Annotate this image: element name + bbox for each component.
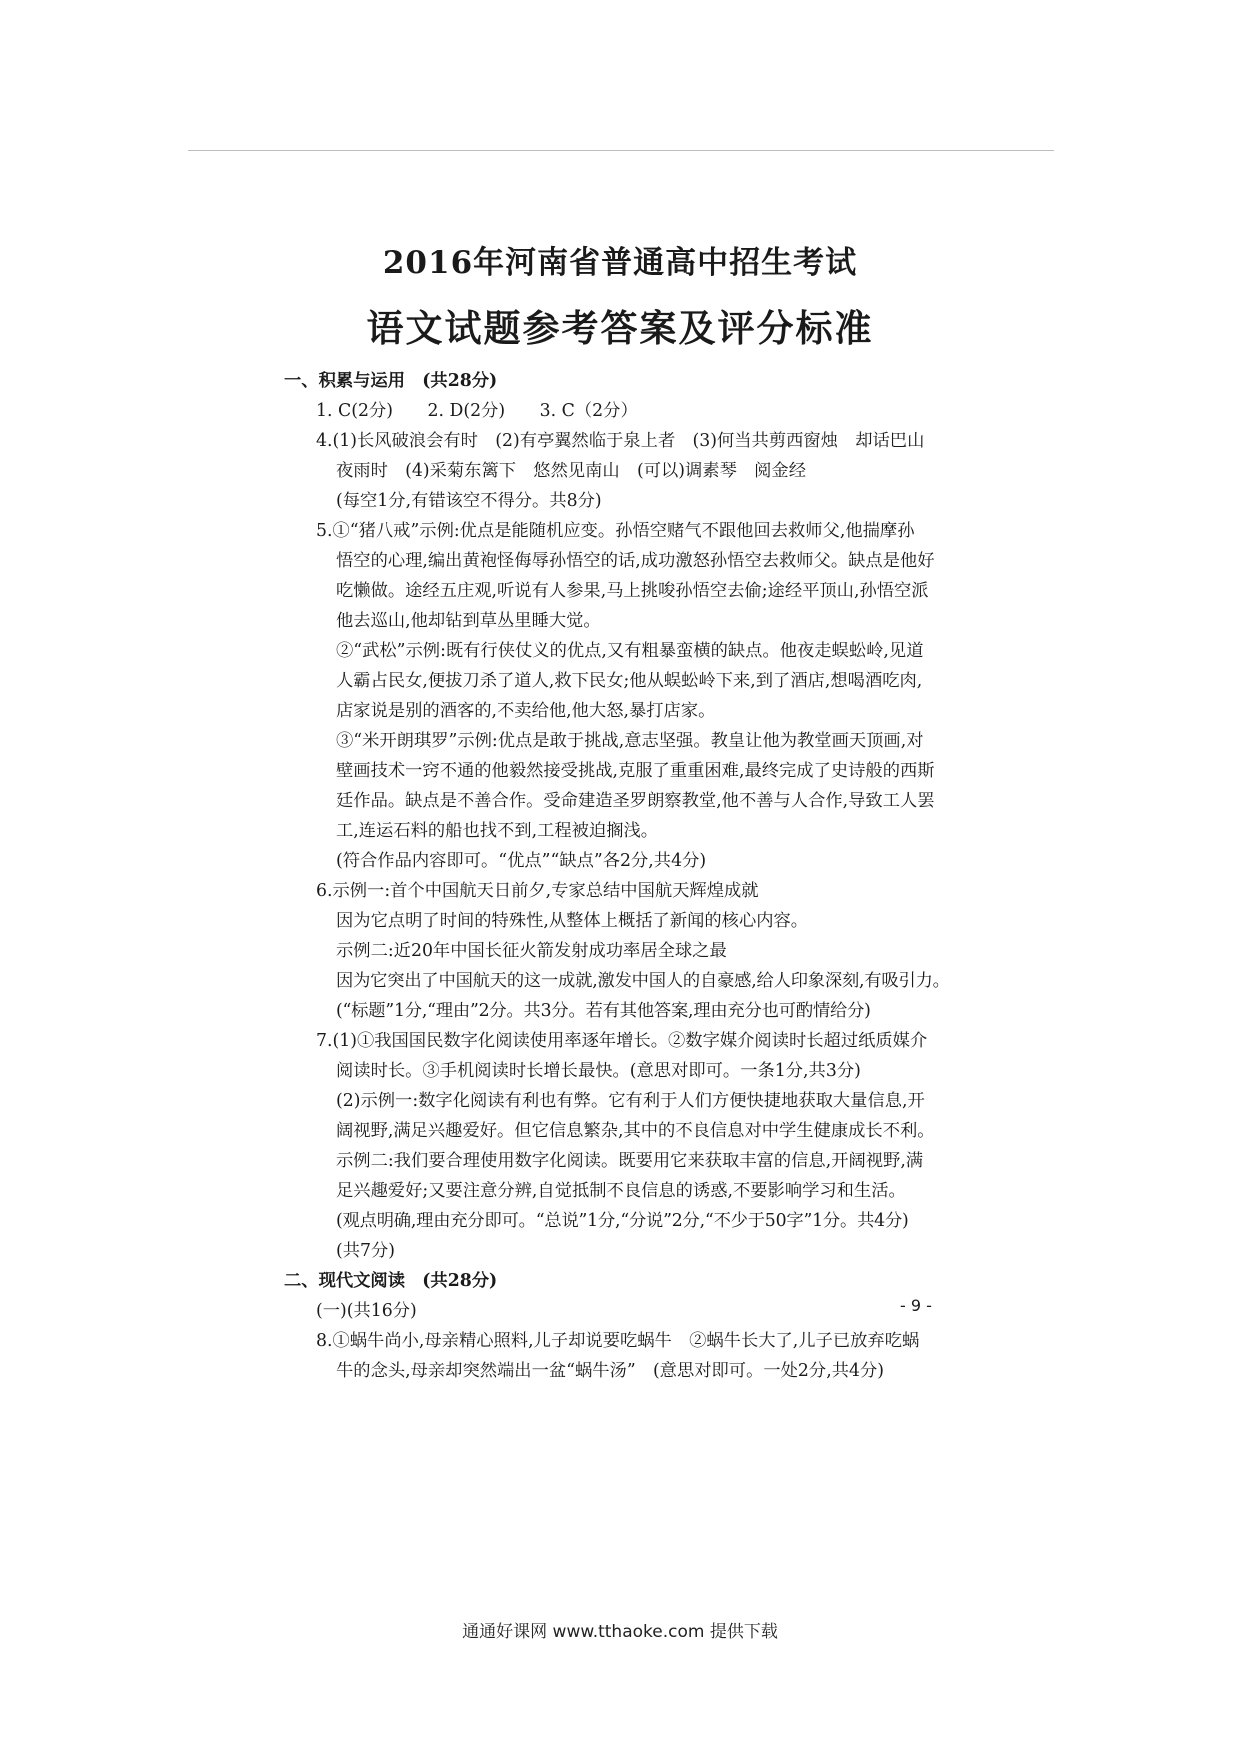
page-number: - 9 - <box>900 1296 932 1315</box>
answer-line: 阔视野,满足兴趣爱好。但它信息繁杂,其中的不良信息对中学生健康成长不利。 <box>336 1121 935 1141</box>
answer-line: 6.示例一:首个中国航天日前夕,专家总结中国航天辉煌成就 <box>316 881 759 901</box>
answer-line: 7.(1)①我国国民数字化阅读使用率逐年增长。②数字媒介阅读时长超过纸质媒介 <box>316 1031 928 1051</box>
answer-line: 他去巡山,他却钻到草丛里睡大觉。 <box>336 611 601 631</box>
answer-line: 足兴趣爱好;又要注意分辨,自觉抵制不良信息的诱惑,不要影响学习和生活。 <box>336 1181 906 1201</box>
answer-line: 壁画技术一窍不通的他毅然接受挑战,克服了重重困难,最终完成了史诗般的西斯 <box>336 761 935 781</box>
answer-line: 悟空的心理,编出黄袍怪侮辱孙悟空的话,成功激怒孙悟空去救师父。缺点是他好 <box>336 551 935 571</box>
answer-line: 8.①蜗牛尚小,母亲精心照料,儿子却说要吃蜗牛 ②蜗牛长大了,儿子已放弃吃蜗 <box>316 1331 920 1351</box>
answer-line: 因为它突出了中国航天的这一成就,激发中国人的自豪感,给人印象深刻,有吸引力。 <box>336 971 950 991</box>
footer-credit: 通通好课网 www.tthaoke.com 提供下载 <box>462 1622 778 1642</box>
answer-line: 4.(1)长风破浪会有时 (2)有亭翼然临于泉上者 (3)何当共剪西窗烛 却话巴山 <box>316 431 925 451</box>
scoring-note: (共7分) <box>336 1241 396 1261</box>
answer-line: (2)示例一:数字化阅读有利也有弊。它有利于人们方便快捷地获取大量信息,开 <box>336 1091 925 1111</box>
answer-line: 5.①“猪八戒”示例:优点是能随机应变。孙悟空赌气不跟他回去救师父,他揣摩孙 <box>316 521 915 541</box>
answer-line: 人霸占民女,便拔刀杀了道人,救下民女;他从蜈蚣岭下来,到了酒店,想喝酒吃肉, <box>336 671 923 691</box>
subsection-heading: (一)(共16分) <box>316 1301 417 1321</box>
answer-line: 店家说是别的酒客的,不卖给他,他大怒,暴打店家。 <box>336 701 716 721</box>
answer-line: ②“武松”示例:既有行侠仗义的优点,又有粗暴蛮横的缺点。他夜走蜈蚣岭,见道 <box>336 641 924 661</box>
answer-line: ③“米开朗琪罗”示例:优点是敢于挑战,意志坚强。教皇让他为教堂画天顶画,对 <box>336 731 924 751</box>
section-heading: 二、现代文阅读 (共28分) <box>284 1271 498 1291</box>
page-title: 2016年河南省普通高中招生考试 <box>382 245 858 281</box>
answer-line: 示例二:近20年中国长征火箭发射成功率居全球之最 <box>336 941 727 961</box>
answer-line: 工,连运石料的船也找不到,工程被迫搁浅。 <box>336 821 659 841</box>
scoring-note: (每空1分,有错该空不得分。共8分) <box>336 491 602 511</box>
answer-line: 1. C(2分) 2. D(2分) 3. C（2分） <box>316 401 638 421</box>
scoring-note: (符合作品内容即可。“优点”“缺点”各2分,共4分) <box>336 851 707 871</box>
section-heading: 一、积累与运用 (共28分) <box>284 371 498 391</box>
scoring-note: (“标题”1分,“理由”2分。共3分。若有其他答案,理由充分也可酌情给分) <box>336 1001 871 1021</box>
answer-line: 示例二:我们要合理使用数字化阅读。既要用它来获取丰富的信息,开阔视野,满 <box>336 1151 924 1171</box>
page-subtitle: 语文试题参考答案及评分标准 <box>366 306 874 350</box>
answer-line: 牛的念头,母亲却突然端出一盆“蜗牛汤” (意思对即可。一处2分,共4分) <box>336 1361 885 1381</box>
answer-line: 夜雨时 (4)采菊东篱下 悠然见南山 (可以)调素琴 阅金经 <box>336 461 806 481</box>
top-divider <box>188 150 1054 151</box>
answer-line: 廷作品。缺点是不善合作。受命建造圣罗朗察教堂,他不善与人合作,导致工人罢 <box>336 791 935 811</box>
answer-line: 吃懒做。途经五庄观,听说有人参果,马上挑唆孙悟空去偷;途经平顶山,孙悟空派 <box>336 581 929 601</box>
answer-body <box>286 366 966 1386</box>
page-title-block <box>0 238 1240 358</box>
answer-line: 阅读时长。③手机阅读时长增长最快。(意思对即可。一条1分,共3分) <box>336 1061 861 1081</box>
scoring-note: (观点明确,理由充分即可。“总说”1分,“分说”2分,“不少于50字”1分。共4分) <box>336 1211 909 1231</box>
answer-line: 因为它点明了时间的特殊性,从整体上概括了新闻的核心内容。 <box>336 911 809 931</box>
